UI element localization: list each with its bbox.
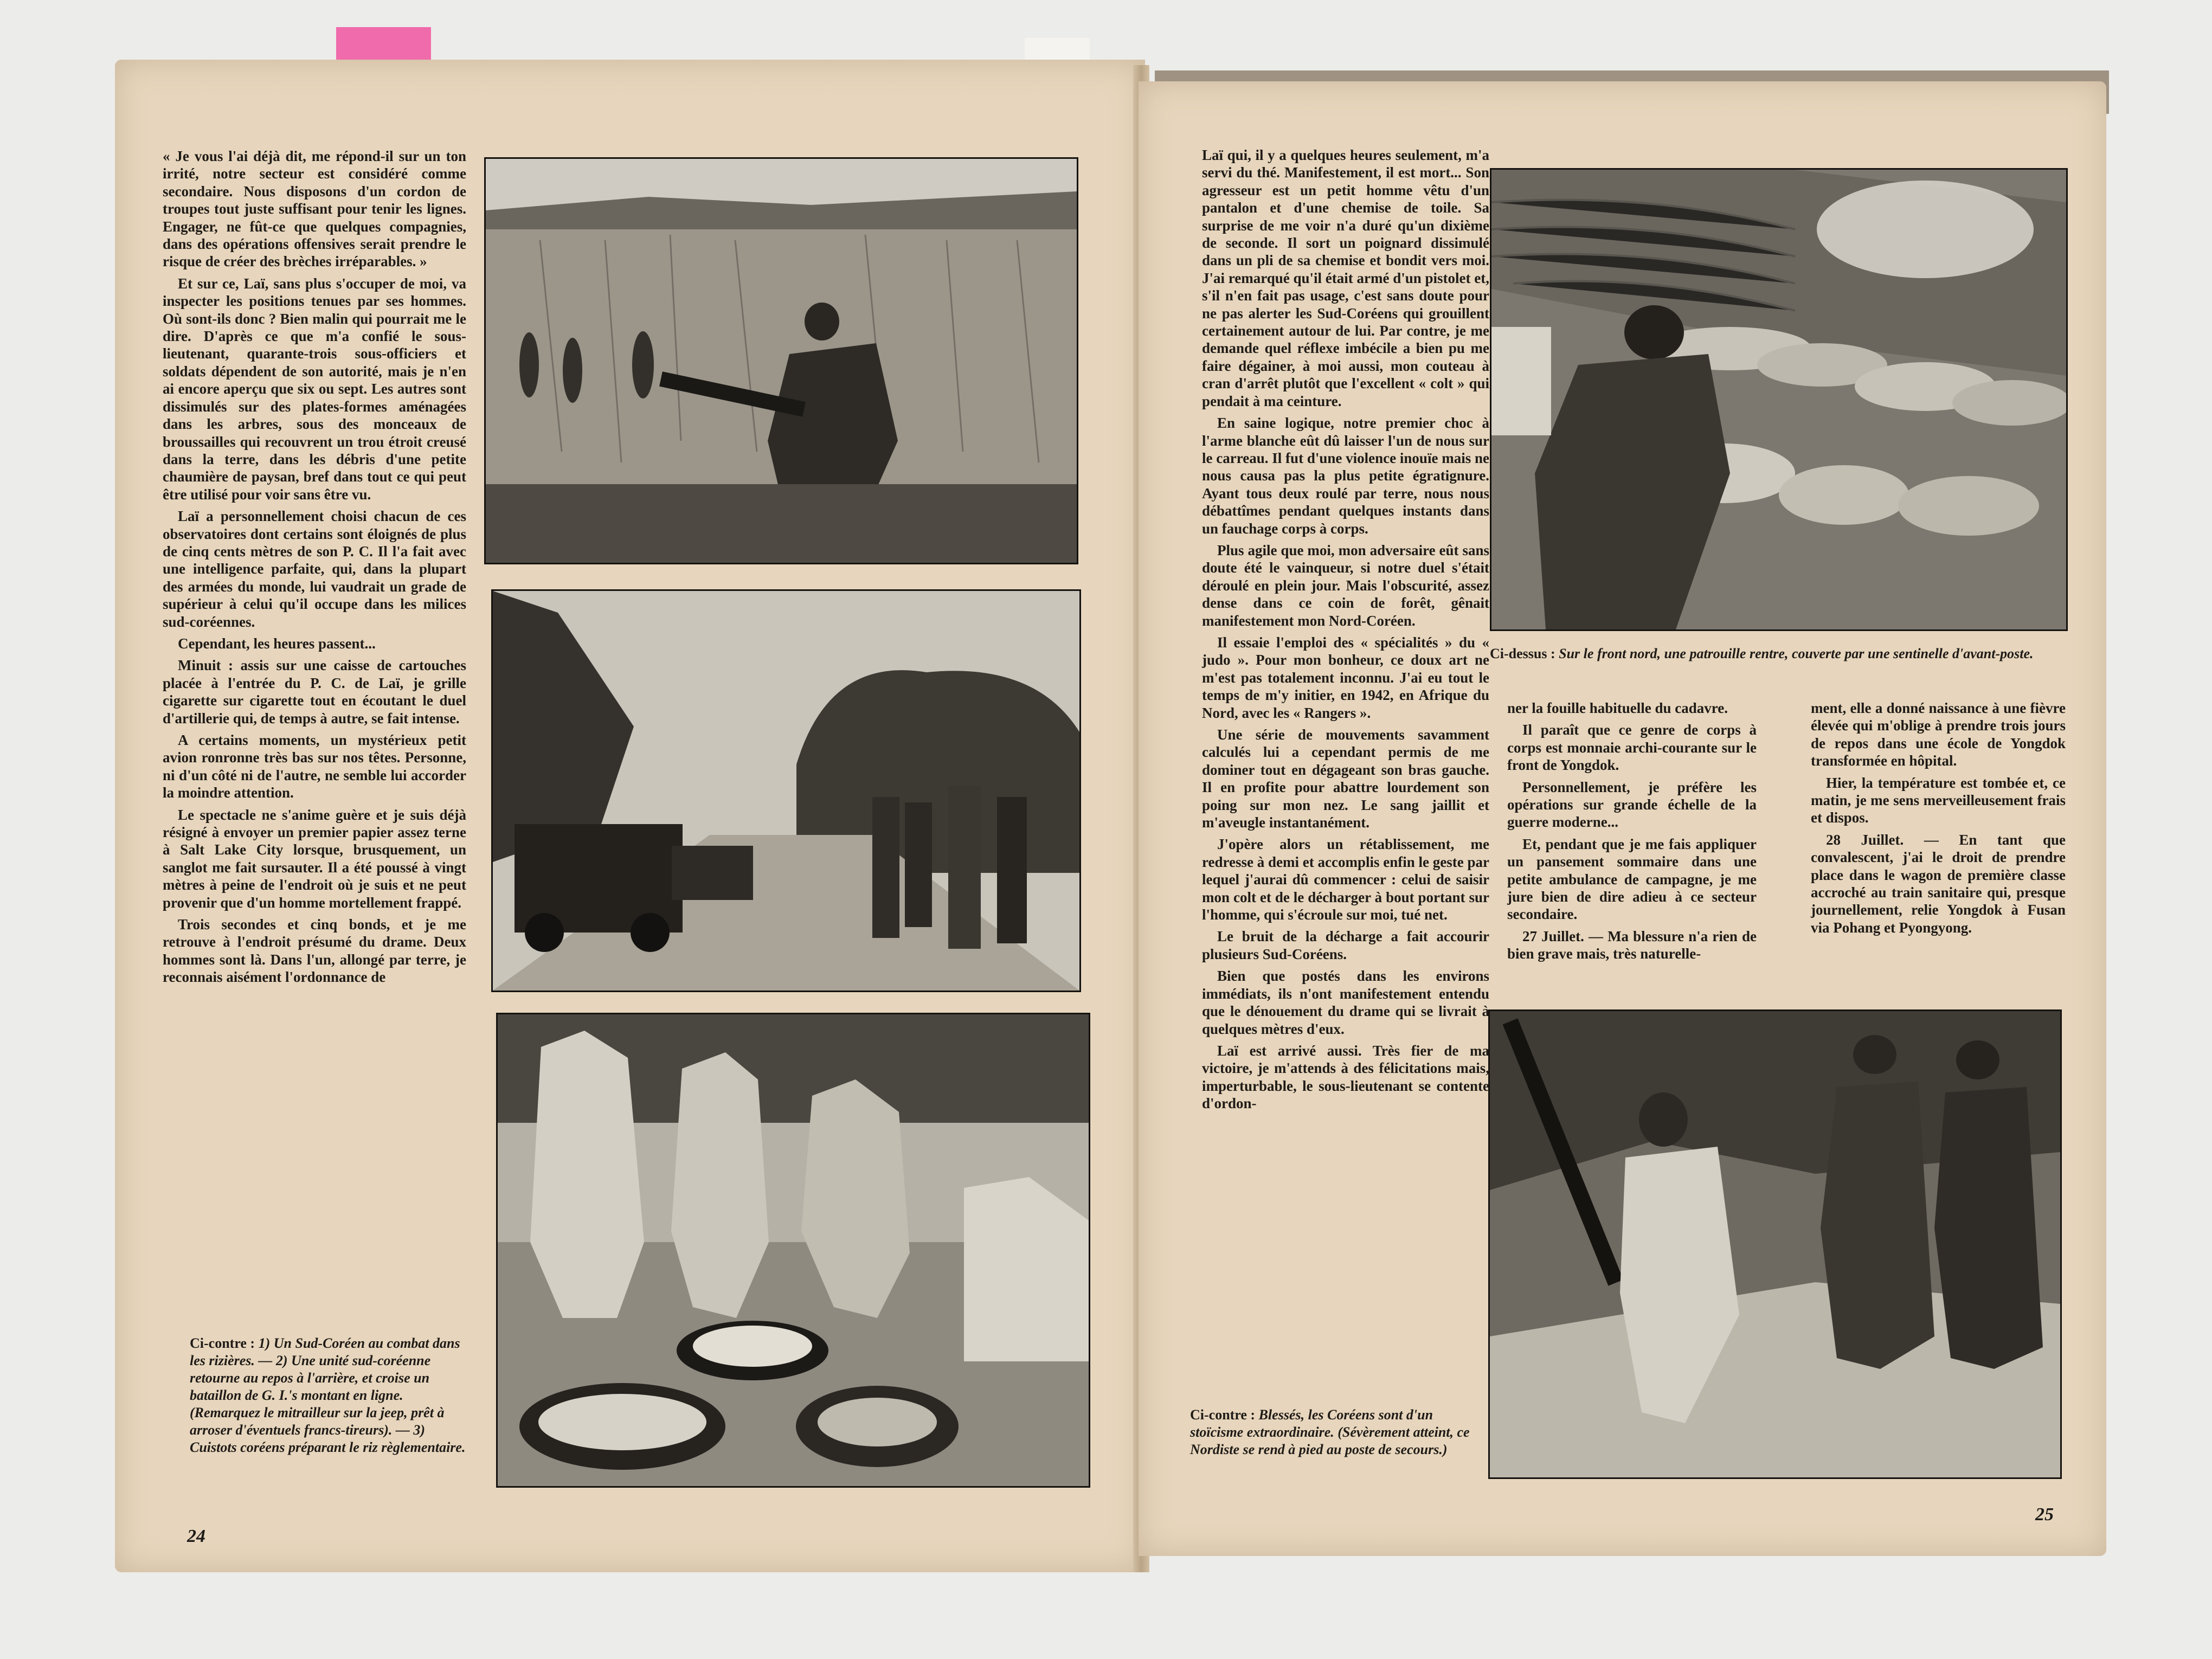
paragraph: « Je vous l'ai déjà dit, me répond-il sur un ton irrité, notre secteur est considéré comme secondaire. Nous disposons d'un cordon de troupes tout juste suffisant pour tenir les lignes. Engager, ne fût-ce que quelques compagnies, dans des opérations offensives serait prendre le risque de créer des brèches irréparables. » bbox=[163, 148, 466, 270]
paragraph: Le bruit de la décharge a fait accourir plusieurs Sud-Coréens. bbox=[1202, 928, 1489, 962]
left-page-caption bbox=[190, 1335, 474, 1456]
paragraph: Personnellement, je préfère les opérations sur grande échelle de la guerre moderne... bbox=[1507, 779, 1757, 831]
paragraph: 27 Juillet. — Ma blessure n'a rien de bien grave mais, très naturelle- bbox=[1507, 928, 1757, 962]
caption-text: Blessés, les Coréens sont d'un stoïcisme extraordinaire. (Sévèrement atteint, ce Nordiste se rend à pied au poste de secours.) bbox=[1190, 1407, 1470, 1457]
right-page-text-column-1 bbox=[1202, 146, 1489, 1117]
paragraph: A certains moments, un mystérieux petit avion ronronne très bas sur nos têtes. Personne, ni d'un côté ni de l'autre, ne semble lui accorder la moindre attention. bbox=[163, 732, 466, 801]
right-page-caption-top bbox=[1490, 645, 2065, 663]
caption-label: Ci-dessus : bbox=[1490, 646, 1555, 661]
photo-cooks-preparing-rice-image bbox=[498, 1014, 1089, 1486]
photo-wounded-prisoner bbox=[1488, 1009, 2062, 1479]
photo-sentinel-outpost-image bbox=[1491, 170, 2066, 629]
photo-wounded-prisoner-image bbox=[1490, 1011, 2060, 1477]
photo-soldier-in-ricefield bbox=[484, 157, 1078, 564]
paragraph: Minuit : assis sur une caisse de cartouches placée à l'entrée du P. C. de Laï, je grille cigarette sur cigarette tout en écoutant le duel d'artillerie qui, de temps à autre, se fait intense. bbox=[163, 657, 466, 726]
paragraph: Laï a personnellement choisi chacun de ces observatoires dont certains sont éloignés de plus de cinq cents mètres de son P. C. Il l'a fait avec une intelligence parfaite, qui, dans la plupart des armées du monde, lui vaudrait un grade de supérieur à celui qu'il occupe dans les milices sud-coréennes. bbox=[163, 508, 466, 630]
paragraph: Bien que postés dans les environs immédiats, ils n'ont manifestement entendu que le dénouement du drame qui se livrait à quelques mètres d'eux. bbox=[1202, 968, 1489, 1037]
photo-cooks-preparing-rice bbox=[496, 1013, 1090, 1488]
paragraph: Plus agile que moi, mon adversaire eût sans doute été le vainqueur, si notre duel s'était déroulé en plein jour. Mais l'obscurité, assez dense dans ce coin de forêt, gênait manifestement mon Nord-Coréen. bbox=[1202, 542, 1489, 629]
pink-tab-marker bbox=[336, 27, 431, 61]
paragraph: Et sur ce, Laï, sans plus s'occuper de moi, va inspecter les positions tenues par ses hommes. Où sont-ils donc ? Bien malin qui pourrait me le dire. D'après ce que m'a confié le sous-lieutenant, quarante-trois sous-officiers et soldats dépendent de son autorité, mais je n'en ai encore aperçu que six ou sept. Les autres sont dissimulés sur des plates-formes aménagées dans les arbres, sous des monceaux de broussailles qui recouvrent un trou étroit creusé dans la terre, dans les débris d'une petite chaumière de paysan, bref dans tout ce qui peut être utilisé pour voir sans être vu. bbox=[163, 275, 466, 503]
paragraph: ment, elle a donné naissance à une fièvre élevée qui m'oblige à prendre trois jours de repos dans une école de Yongdok transformée en hôpital. bbox=[1811, 700, 2066, 769]
paragraph: 28 Juillet. — En tant que convalescent, j'ai le droit de prendre place dans le wagon de première classe accroché au train sanitaire qui, presque journellement, relie Yongdok à Fusan via Pohang et Pyongyong. bbox=[1811, 831, 2066, 936]
paragraph: Et, pendant que je me fais appliquer un pansement sommaire dans une petite ambulance de campagne, je me jure bien de dire adieu à ce secteur secondaire. bbox=[1507, 835, 1757, 923]
caption-text: Sur le front nord, une patrouille rentre, couverte par une sentinelle d'avant-poste. bbox=[1559, 646, 2034, 661]
paragraph: En saine logique, notre premier choc à l'arme blanche eût dû laisser l'un de nous sur le carreau. Il fut d'une violence inouïe mais ne nous causa pas la plus petite égratignure. Ayant tous deux roulé par terre, nous nous débattîmes pendant quelques instants dans un fauchage corps à corps. bbox=[1202, 415, 1489, 537]
paragraph: Le spectacle ne s'anime guère et je suis déjà résigné à envoyer un premier papier assez terne à Salt Lake City lorsque, brusquement, un sanglot me fait sursauter. Il a été poussé à vingt mètres à peine de l'endroit où je suis et ne peut provenir que d'un homme mortellement frappé. bbox=[163, 806, 466, 911]
caption-label: Ci-contre : bbox=[190, 1335, 255, 1351]
paragraph: ner la fouille habituelle du cadavre. bbox=[1507, 700, 1728, 716]
photo-troops-on-road-image bbox=[493, 591, 1079, 991]
photo-sentinel-outpost bbox=[1490, 168, 2068, 631]
paragraph: Il essaie l'emploi des « spécialités » du « judo ». Pour mon bonheur, ce doux art ne m'est pas totalement inconnu. J'ai eu tout le temps de m'y initier, en 1942, en Afrique du Nord, avec les « Rangers ». bbox=[1202, 634, 1489, 721]
paragraph: Une série de mouvements savamment calculés lui a cependant permis de me dominer tout en dégageant son bras gauche. Il en profite pour abattre lourdement son poing sur mon nez. Le sang jaillit et m'aveugle instantanément. bbox=[1202, 726, 1489, 831]
photo-troops-on-road bbox=[491, 589, 1081, 992]
right-page-text-column-2 bbox=[1507, 699, 1757, 967]
caption-label: Ci-contre : bbox=[1190, 1407, 1256, 1423]
paragraph: Il paraît que ce genre de corps à corps est monnaie archi-courante sur le front de Yongdok. bbox=[1507, 722, 1757, 774]
paragraph: Cependant, les heures passent... bbox=[178, 635, 376, 652]
right-page-text-column-3 bbox=[1811, 699, 2066, 941]
paragraph: Hier, la température est tombée et, ce matin, je me sens merveilleusement frais et dispos. bbox=[1811, 774, 2066, 826]
photo-soldier-in-ricefield-image bbox=[486, 159, 1077, 563]
page-number-right: 25 bbox=[2035, 1504, 2054, 1525]
paragraph: Trois secondes et cinq bonds, et je me retrouve à l'endroit présumé du drame. Deux hommes sont là. Dans l'un, allongé par terre, je reconnais aisément l'ordonnance de bbox=[163, 916, 466, 986]
page-number-left: 24 bbox=[187, 1526, 205, 1546]
paragraph: Laï qui, il y a quelques heures seulement, m'a servi du thé. Manifestement, il est mort... Son agresseur est un petit homme vêtu d'un pantalon et d'une chemise de toile. Sa surprise de me voir n'a duré qu'un dixième de seconde. Il sort un poignard dissimulé dans un pli de sa chemise et bondit vers moi. J'ai remarqué qu'il était armé d'un pistolet et, s'il n'en fait pas usage, c'est sans doute pour ne pas alerter les Sud-Coréens qui grouillent certainement autour de lui. Par contre, je me demande quel réflexe imbécile a bien pu me faire dégainer, à moi aussi, mon couteau à cran d'arrêt plutôt que l'excellent « colt » qui pendait à ma ceinture. bbox=[1202, 147, 1489, 409]
right-page-caption-bottom bbox=[1190, 1406, 1483, 1458]
paragraph: J'opère alors un rétablissement, me redresse à demi et accomplis enfin le geste par lequel j'aurai dû commencer : celui de saisir mon colt et de le décharger à bout portant sur l'homme, qui s'écroule sur moi, tué net. bbox=[1202, 836, 1489, 923]
caption-text: 1) Un Sud-Coréen au combat dans les rizières. — 2) Une unité sud-coréenne retourne au repos à l'arrière, et croise un bataillon de G. I.'s montant en ligne. (Remarquez le mitrailleur sur la jeep, prêt à arroser d'éventuels francs-tireurs). — 3) Cuistots coréens préparant le riz règlementaire. bbox=[190, 1335, 466, 1455]
paragraph: Laï est arrivé aussi. Très fier de ma victoire, je m'attends à des félicitations mais, imperturbable, le sous-lieutenant se contente d'ordon- bbox=[1202, 1042, 1489, 1112]
left-page-text-column bbox=[163, 147, 466, 991]
